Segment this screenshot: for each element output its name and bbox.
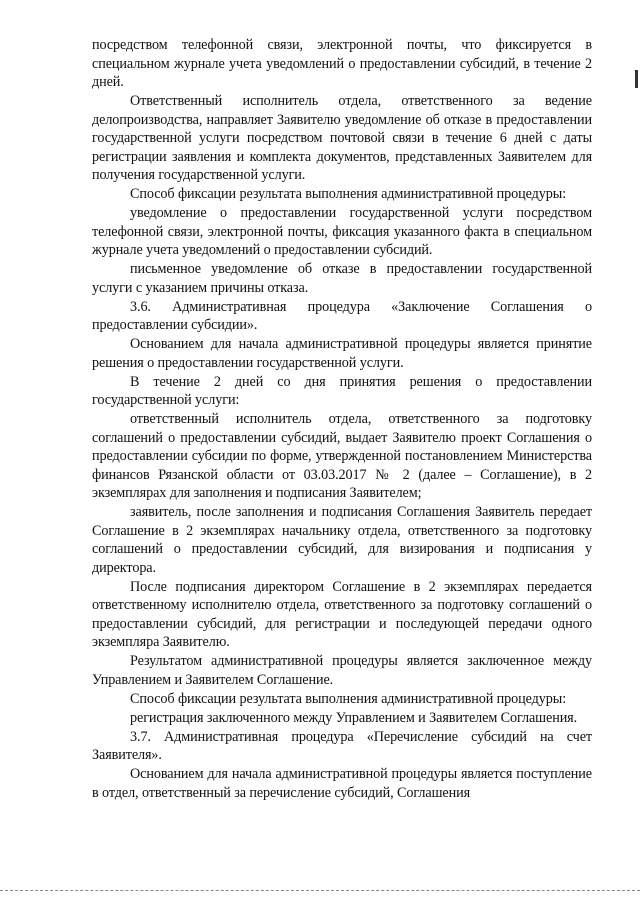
paragraph-4: уведомление о предоставлении государственной услуги посредством телефонной связи, электронной почты, фиксация указанного факта в специальном журнале учета уведомлений о предоставлении субсидий. [92,205,592,258]
paragraph-10: заявитель, после заполнения и подписания Соглашения Заявитель передает Соглашение в 2 экземплярах начальнику отдела, ответственного за подготовку соглашений о предоставлении субсидий, для визирования и подписания у директора. [92,504,592,576]
paragraph-7: Основанием для начала административной процедуры является принятие решения о предоставлении государственной услуги. [92,336,592,371]
scan-bottom-rule [0,890,640,891]
paragraph-14: регистрация заключенного между Управлением и Заявителем Соглашения. [130,709,578,726]
paragraph-3: Способ фиксации результата выполнения административной процедуры: [130,186,567,202]
scan-edge-mark [635,70,638,88]
paragraph-16: Основанием для начала административной процедуры является поступление в отдел, ответственный за перечисление субсидий, Соглашения [92,766,592,801]
document-page [92,36,592,803]
paragraph-2: Ответственный исполнитель отдела, ответственного за ведение делопроизводства, направляет Заявителю уведомление об отказе в предоставлении государственной услуги посредством почтовой связи в течение 6 дней с даты регистрации заявления и комплекта документов, представленных Заявителем для получения государственной услуги. [92,93,592,183]
paragraph-9: ответственный исполнитель отдела, ответственного за подготовку соглашений о предоставлении субсидий, выдает Заявителю проект Соглашения о предоставлении субсидии по форме, утвержденной постановлением Министерства финансов Рязанской области от 03.03.2017 № 2 (далее – Соглашение), в 2 экземплярах для заполнения и подписания Заявителем; [92,411,592,501]
section-3-6-heading: 3.6. Административная процедура «Заключение Соглашения о предоставлении субсидии». [92,298,592,333]
paragraph-12: Результатом административной процедуры является заключенное между Управлением и Заявителем Соглашение. [92,653,592,688]
paragraph-11: После подписания директором Соглашение в 2 экземплярах передается ответственному исполнителю отдела, ответственного за подготовку соглашений о предоставлении субсидий, для регистрации и последующей передачи одного экземпляра Заявителю. [92,578,592,650]
paragraph-1: посредством телефонной связи, электронной почты, что фиксируется в специальном журнале учета уведомлений о предоставлении субсидий, в течение 2 дней. [92,37,592,90]
paragraph-8: В течение 2 дней со дня принятия решения о предоставлении государственной услуги: [92,373,592,408]
section-3-7-heading: 3.7. Административная процедура «Перечисление субсидий на счет Заявителя». [92,728,592,763]
paragraph-13: Способ фиксации результата выполнения административной процедуры: [130,690,567,707]
paragraph-5: письменное уведомление об отказе в предоставлении государственной услуги с указанием причины отказа. [92,261,592,296]
